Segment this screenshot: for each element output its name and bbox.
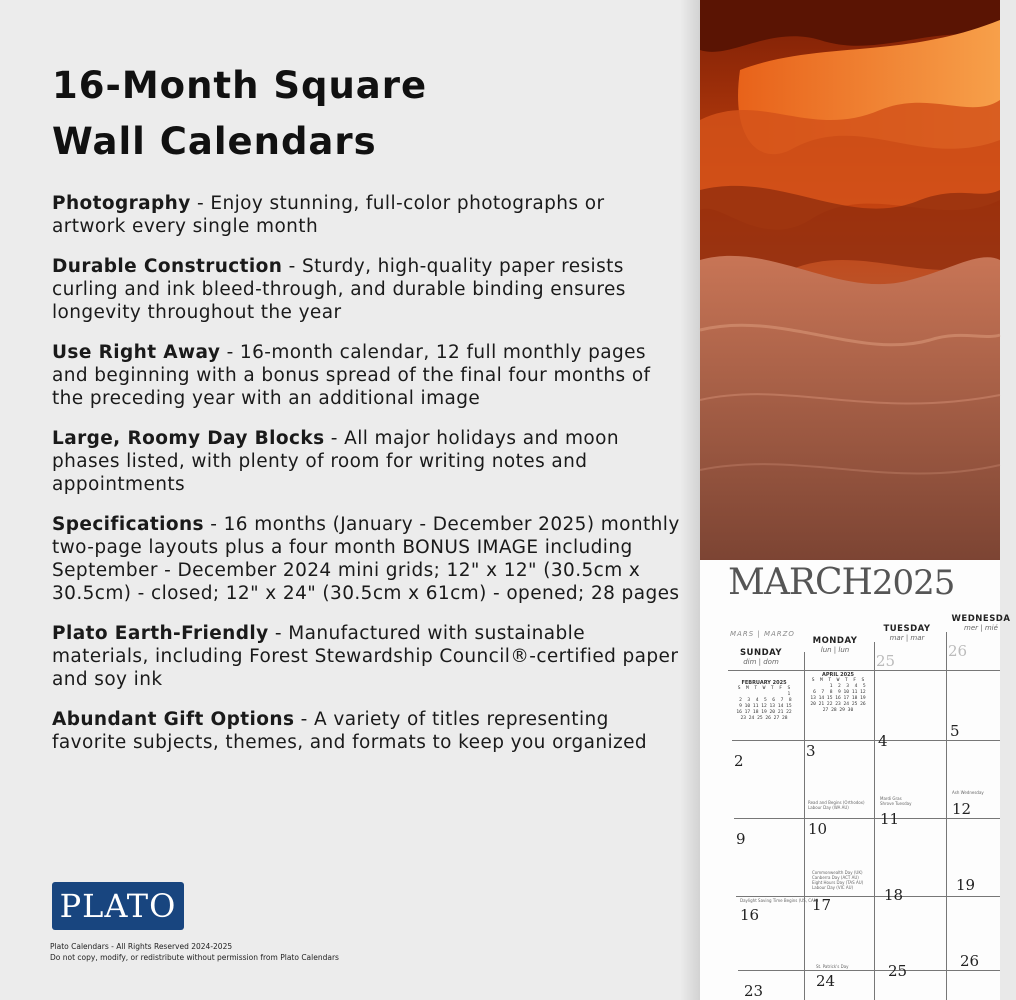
day-number: 10 <box>808 820 828 838</box>
mini-calendar-row: 20 21 22 23 24 25 26 <box>810 702 866 707</box>
grid-line <box>736 896 1000 897</box>
feature-title: Plato Earth-Friendly <box>52 623 269 644</box>
holiday-note: Read and Begins (Orthodox) Labour Day (WA AU) <box>808 800 865 810</box>
day-number: 26 <box>960 952 980 970</box>
weekday-alt: dim | dom <box>743 658 779 666</box>
headline-line-2: Wall Calendars <box>52 120 377 163</box>
feature-gift-options <box>52 708 682 754</box>
headline-line-1: 16-Month Square <box>52 64 428 107</box>
grid-line <box>734 818 1000 819</box>
mini-calendar-header: S M T W T F S <box>737 686 791 691</box>
day-number: 12 <box>952 800 972 818</box>
day-number: 23 <box>744 982 764 1000</box>
weekday-alt: mar | mar <box>889 634 925 642</box>
feature-title: Large, Roomy Day Blocks <box>52 428 325 449</box>
feature-title: Abundant Gift Options <box>52 709 295 730</box>
copyright-line-2: Do not copy, modify, or redistribute without permission from Plato Calendars <box>50 953 339 962</box>
feature-specifications <box>52 513 682 605</box>
day-number: 16 <box>740 906 760 924</box>
holiday-note: Mardi Gras Shrove Tuesday <box>880 796 912 806</box>
canyon-photo-art <box>700 0 1000 562</box>
weekday-tuesday <box>872 624 942 642</box>
plato-logo <box>52 882 184 930</box>
calendar-page <box>700 560 1011 1000</box>
month-name: MARCH <box>728 562 872 603</box>
mini-calendar-row: 16 17 18 19 20 21 22 <box>736 710 792 715</box>
mini-calendar-row: 27 28 29 30 <box>822 708 854 713</box>
mini-calendar-title: APRIL 2025 <box>821 672 855 678</box>
feature-text: - Enjoy stunning, full-color photographs or artwork every single month <box>52 193 605 237</box>
day-number: 18 <box>884 886 904 904</box>
grid-line <box>804 652 805 1000</box>
mini-calendar-row: 23 24 25 26 27 28 <box>740 716 788 721</box>
feature-text: - 16-month calendar, 12 full monthly pages and beginning with a bonus spread of the final four months of the preceding year with an additional image <box>52 342 651 409</box>
weekday-sunday <box>726 648 796 666</box>
holiday-note: Ash Wednesday <box>952 790 984 795</box>
feature-text: - Sturdy, high-quality paper resists curling and ink bleed-through, and durable binding ensures longevity throughout the year <box>52 256 626 323</box>
feature-durable-construction <box>52 255 682 324</box>
weekday-name: SUNDAY <box>739 648 783 658</box>
feature-list <box>52 192 682 771</box>
grid-line <box>732 740 1000 741</box>
mini-calendar-april <box>808 672 868 714</box>
feature-title: Specifications <box>52 514 204 535</box>
day-number: 25 <box>876 652 896 670</box>
feature-photography <box>52 192 682 238</box>
day-number: 3 <box>806 742 816 760</box>
logo-text: PLATO <box>59 887 177 925</box>
feature-text: - All major holidays and moon phases listed, with plenty of room for writing notes and appointments <box>52 428 619 495</box>
mini-calendar-title: FEBRUARY 2025 <box>741 680 787 686</box>
feature-title: Photography <box>52 193 191 214</box>
copyright-notice <box>50 941 339 963</box>
holiday-note: Commonwealth Day (UK) Canberra Day (ACT AU) Eight Hours Day (TAS AU) Labour Day (VIC AU) <box>812 870 864 890</box>
day-number: 4 <box>878 732 888 750</box>
mini-calendar-row: 6 7 8 9 10 11 12 <box>810 690 866 695</box>
weekday-name: MONDAY <box>812 636 858 646</box>
feature-earth-friendly <box>52 622 682 691</box>
mini-calendar-february <box>734 680 794 722</box>
grid-line <box>874 642 875 1000</box>
month-year: 2025 <box>871 563 955 603</box>
feature-title: Durable Construction <box>52 256 283 277</box>
mini-calendar-row: 1 <box>737 692 791 697</box>
feature-use-right-away <box>52 341 682 410</box>
weekday-alt: mer | mié <box>964 624 998 632</box>
mini-calendar-header: S M T W T F S <box>811 678 865 683</box>
day-number: 9 <box>736 830 746 848</box>
grid-line <box>728 670 1000 671</box>
day-number: 5 <box>950 722 960 740</box>
headline <box>52 58 427 170</box>
day-number: 11 <box>880 810 900 828</box>
grid-line <box>946 632 947 1000</box>
calendar-edge-shadow <box>680 0 702 1000</box>
mini-calendar-row: 2 3 4 5 6 7 8 <box>736 698 792 703</box>
weekday-alt: lun | lun <box>820 646 850 654</box>
mini-calendar-row: 13 14 15 16 17 18 19 <box>810 696 866 701</box>
weekday-monday <box>800 636 870 654</box>
weekday-name: WEDNESDA <box>951 614 1011 624</box>
calendar-month-title <box>728 562 954 603</box>
day-number: 17 <box>812 896 832 914</box>
weekday-name: TUESDAY <box>883 624 931 634</box>
weekday-wednesday <box>946 614 1016 632</box>
mini-calendar-row: 9 10 11 12 13 14 15 <box>736 704 792 709</box>
holiday-note: St. Patrick's Day <box>816 964 849 969</box>
day-number: 24 <box>816 972 836 990</box>
feature-text: - A variety of titles representing favorite subjects, themes, and formats to keep you organized <box>52 709 648 753</box>
day-number: 25 <box>888 962 908 980</box>
day-number: 19 <box>956 876 976 894</box>
day-number: 26 <box>948 642 968 660</box>
feature-text: - Manufactured with sustainable materials, including Forest Stewardship Council®-certified paper and soy ink <box>52 623 679 690</box>
mini-calendar-row: 1 2 3 4 5 <box>810 684 866 689</box>
feature-day-blocks <box>52 427 682 496</box>
month-alt-names: MARS | MARZO <box>730 630 795 638</box>
canyon-photo <box>700 0 1000 562</box>
holiday-note: Daylight Saving Time Begins (US, CAN) <box>740 898 819 903</box>
copyright-line-1: Plato Calendars - All Rights Reserved 2024-2025 <box>50 942 233 951</box>
feature-title: Use Right Away <box>52 342 221 363</box>
grid-line <box>738 970 1000 971</box>
day-number: 2 <box>734 752 744 770</box>
feature-text: - 16 months (January - December 2025) monthly two-page layouts plus a four month BONUS IMAGE including September - December 2024 mini grids; 12" x 12" (30.5cm x 30.5cm) - closed; 12" x 24" (30.5cm x 61cm) - opened; 28 pages <box>52 514 680 604</box>
